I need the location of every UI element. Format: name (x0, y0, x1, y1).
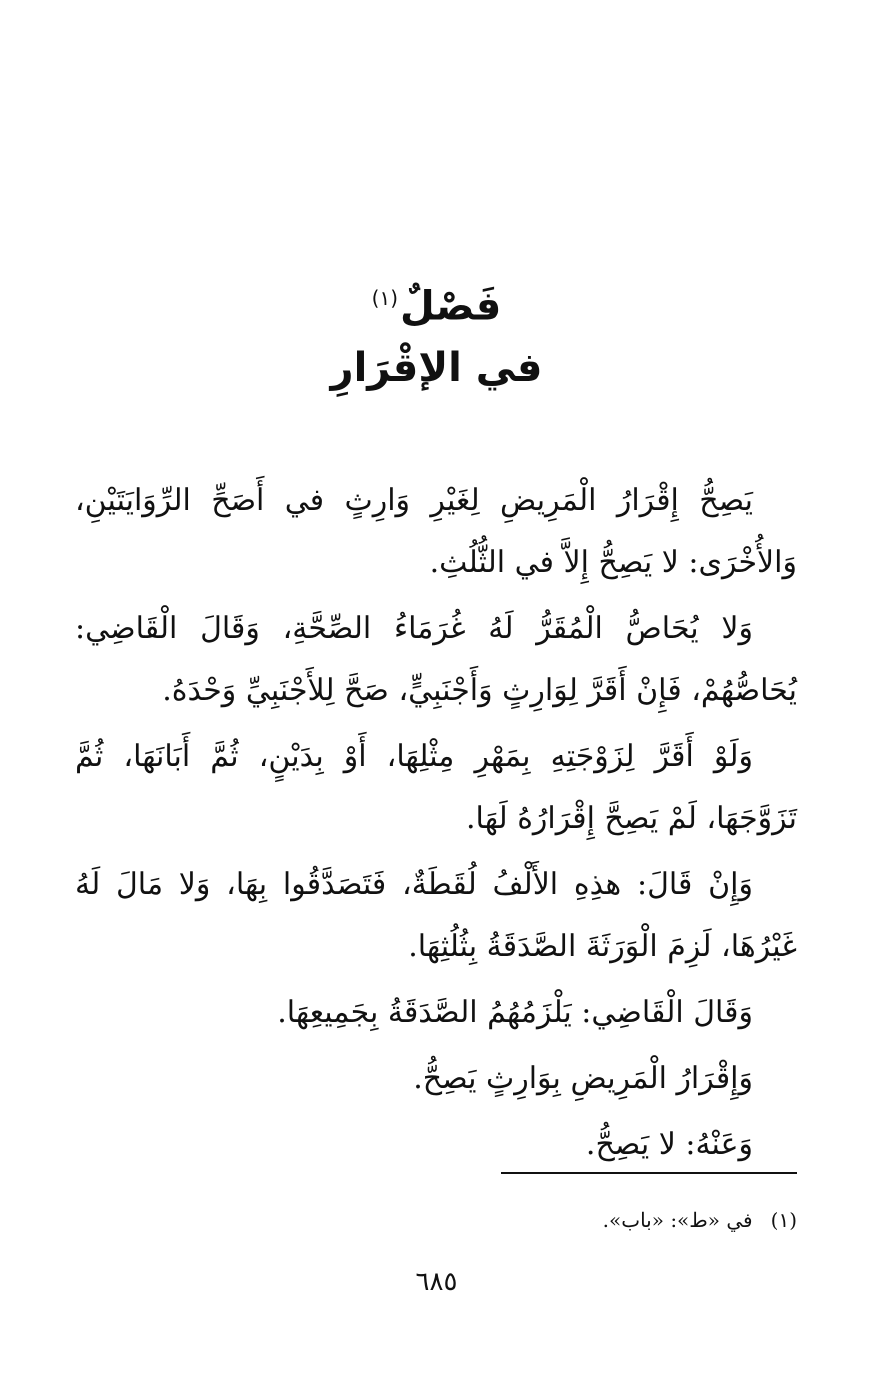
paragraph-5: وَقَالَ الْقَاضِي: يَلْزَمُهُمُ الصَّدَقَةُ بِجَمِيعِهَا. (277, 995, 753, 1030)
footnote-reference: (١) (371, 286, 399, 310)
paragraph-2: وَلا يُحَاصُّ الْمُقَرُّ لَهُ غُرَمَاءُ الصِّحَّةِ، وَقَالَ الْقَاضِي: يُحَاصُّهُمْ، فَإِنْ أَقَرَّ لِوَارِثٍ وَأَجْنَبِيٍّ، صَحَّ لِلأَجْنَبِيِّ وَحْدَهُ. (75, 611, 797, 708)
footnote-number: (١) (770, 1208, 797, 1232)
section-heading (0, 268, 873, 336)
footnote (603, 1204, 797, 1236)
paragraph-6: وَإِقْرَارُ الْمَرِيضِ بِوَارِثٍ يَصِحُّ. (413, 1061, 753, 1096)
section-title: فَصْلٌ (400, 283, 502, 330)
paragraph-7: وَعَنْهُ: لا يَصِحُّ. (585, 1127, 753, 1162)
section-subtitle: في الإقْرَارِ (330, 345, 543, 391)
footnote-divider (501, 1172, 797, 1174)
page-number: ٦٨٥ (415, 1267, 458, 1297)
paragraph-4: وَإِنْ قَالَ: هذِهِ الأَلْفُ لُقَطَةٌ، فَتَصَدَّقُوا بِهَا، وَلا مَالَ لَهُ غَيْرُهَا، لَزِمَ الْوَرَثَةَ الصَّدَقَةُ بِثُلُثِهَا. (75, 867, 797, 964)
paragraph-1: يَصِحُّ إِقْرَارُ الْمَرِيضِ لِغَيْرِ وَارِثٍ في أَصَحِّ الرِّوَايَتَيْنِ، وَالأُخْرَى: لا يَصِحُّ إِلاَّ في الثُّلُثِ. (75, 483, 797, 580)
body-text (75, 470, 797, 1180)
paragraph-3: وَلَوْ أَقَرَّ لِزَوْجَتِهِ بِمَهْرِ مِثْلِهَا، أَوْ بِدَيْنٍ، ثُمَّ أَبَانَهَا، ثُمَّ تَزَوَّجَهَا، لَمْ يَصِحَّ إِقْرَارُهُ لَهَا. (75, 739, 797, 836)
footnote-text: في «ط»: «باب». (602, 1208, 753, 1232)
